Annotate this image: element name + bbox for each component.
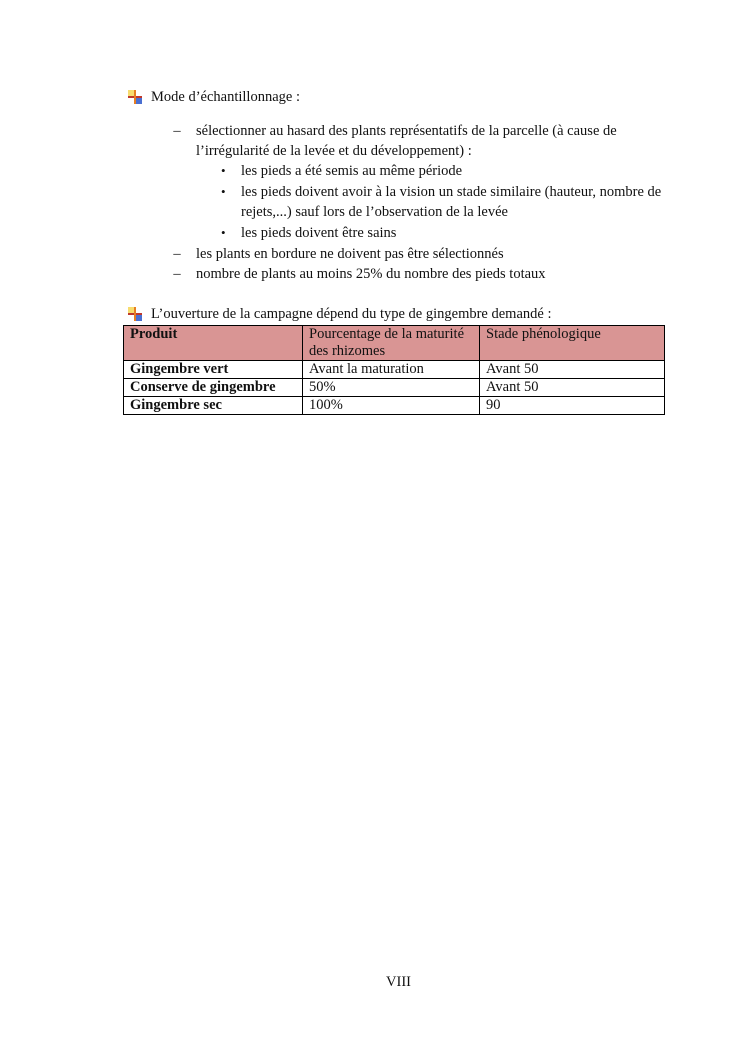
table-header-cell: Stade phénologique [480, 326, 665, 361]
sub-list-item-text: rejets,...) sauf lors de l’observation de la levée [241, 204, 508, 220]
section-title-campaign: L’ouverture de la campagne dépend du type de gingembre demandé : [151, 306, 552, 322]
dash-bullet: – [173, 246, 181, 262]
sub-list-item-text: les pieds doivent être sains [241, 225, 397, 241]
dash-bullet: – [173, 123, 181, 139]
section-title-sampling: Mode d’échantillonnage : [151, 89, 300, 105]
bullet-arrow-icon [128, 307, 142, 321]
table-cell: 90 [480, 397, 665, 415]
list-item-text: sélectionner au hasard des plants représentatifs de la parcelle (à cause de [196, 123, 617, 139]
table-cell: Conserve de gingembre [124, 379, 303, 397]
table-header-row [124, 326, 665, 361]
table-cell: Avant 50 [480, 379, 665, 397]
table-cell: Avant la maturation [303, 361, 480, 379]
dot-bullet: • [221, 184, 226, 199]
table-cell: Gingembre vert [124, 361, 303, 379]
table-cell: Gingembre sec [124, 397, 303, 415]
dot-bullet: • [221, 225, 226, 240]
table-cell: 50% [303, 379, 480, 397]
page-number: VIII [386, 974, 411, 990]
sub-list-item-text: les pieds doivent avoir à la vision un stade similaire (hauteur, nombre de [241, 184, 662, 200]
list-item-text: l’irrégularité de la levée et du développement) : [196, 143, 472, 159]
dot-bullet: • [221, 163, 226, 178]
sub-list-item-text: les pieds a été semis au même période [241, 163, 463, 179]
table-header-cell: Pourcentage de la maturité des rhizomes [303, 326, 480, 361]
list-item-text: les plants en bordure ne doivent pas être sélectionnés [196, 246, 504, 262]
product-table [123, 325, 665, 415]
table-header-cell: Produit [124, 326, 303, 361]
table-cell: 100% [303, 397, 480, 415]
table-row [124, 361, 665, 379]
table-row [124, 397, 665, 415]
list-item-text: nombre de plants au moins 25% du nombre des pieds totaux [196, 266, 546, 282]
bullet-arrow-icon [128, 90, 142, 104]
table-row [124, 379, 665, 397]
table-cell: Avant 50 [480, 361, 665, 379]
dash-bullet: – [173, 266, 181, 282]
